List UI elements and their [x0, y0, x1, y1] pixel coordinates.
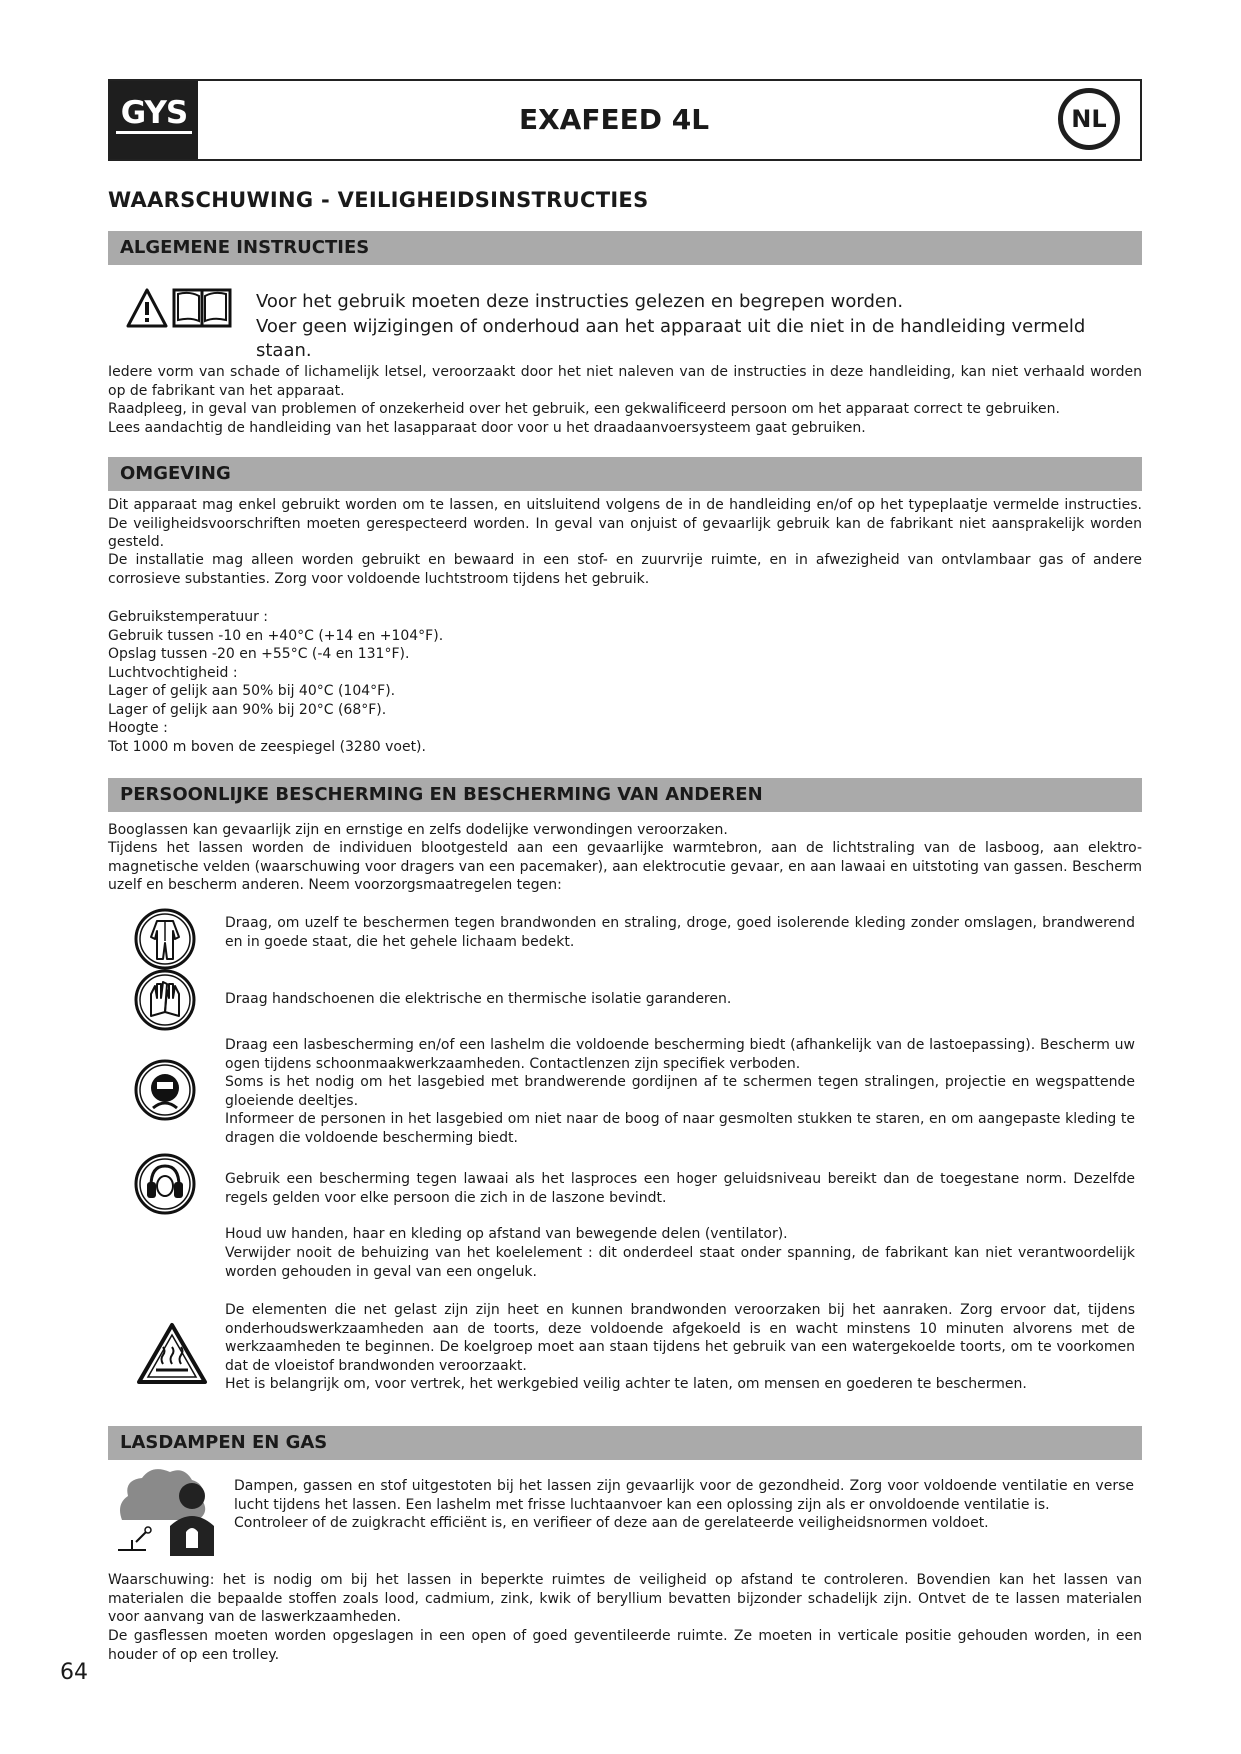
fumes-warning: Waarschuwing: het is nodig om bij het lassen in beperkte ruimtes de veiligheid op afstand te controleren. Bovendien kan het lassen van materialen die bepaalde stoffen zoals lood, cadmium, zink, kwik of beryllium bevatten bijzonder schadelijk zijn. Ontvet de te lassen materialen voor aanvang van de laswerkzaamheden.	[108, 1572, 1142, 1625]
page-title: WAARSCHUWING - VEILIGHEIDSINSTRUCTIES	[108, 188, 649, 212]
ear-protection-icon	[133, 1152, 197, 1216]
protection-intro-2: Tijdens het lassen worden de individuen blootgesteld aan een gevaarlijke warmtebron, aan de lichtstraling van de lasboog, aan elektro-magnetische velden (waarschuwing voor dragers van een pacemaker), aan elektrocutie gevaar, en aan lawaai en uitstoting van gassen. Bescherm uzelf en bescherm anderen. Neem voorzorgsmaatregelen tegen:	[108, 840, 1142, 893]
general-paragraph-1: Iedere vorm van schade of lichamelijk letsel, veroorzaakt door het niet naleven van de instructies in deze handleiding, kan niet verhaald worden op de fabrikant van het apparaat.	[108, 364, 1142, 399]
section-header-protection	[108, 778, 1142, 812]
gloves-text: Draag handschoenen die elektrische en thermische isolatie garanderen.	[225, 991, 732, 1007]
logo-text: GYS	[120, 95, 188, 131]
moving-parts-text-1: Houd uw handen, haar en kleding op afstand van bewegende delen (ventilator).	[225, 1226, 788, 1242]
clothing-text: Draag, om uzelf te beschermen tegen brandwonden en straling, droge, goed isolerende kleding zonder omslagen, brandwerend en in goede staat, die het gehele lichaam bedekt.	[225, 915, 1135, 950]
gys-logo	[110, 81, 198, 159]
spec-line: Opslag tussen -20 en +55°C (-4 en 131°F).	[108, 646, 410, 662]
section-header-general	[108, 231, 1142, 265]
protective-clothing-icon	[133, 907, 197, 971]
hot-surface-text-1: De elementen die net gelast zijn zijn heet en kunnen brandwonden veroorzaken bij het aanraken. Zorg ervoor dat, tijdens onderhoudswerkzaamheden aan de toorts, deze voldoende afgekoeld is en wacht minstens 10 minuten alvorens met de werkzaamheden te beginnen. De koelgroep moet aan staan tijdens het gebruik van een watergekoelde toorts, om te voorkomen dat de vloeistof brandwonden veroorzaakt.	[225, 1302, 1135, 1374]
spec-line: Luchtvochtigheid :	[108, 664, 238, 681]
fumes-text-1: Dampen, gassen en stof uitgestoten bij het lassen zijn gevaarlijk voor de gezondheid. Zorg voor voldoende ventilatie en verse lucht tijdens het lassen. Een lashelm met frisse luchtaanvoer kan een oplossing zijn als er onvoldoende ventilatie is.	[234, 1478, 1134, 1513]
hot-surface-icon	[136, 1322, 208, 1386]
language-badge: NL	[1058, 88, 1120, 150]
spec-line: Gebruikstemperatuur :	[108, 609, 269, 625]
face-protection-text-2: Soms is het nodig om het lasgebied met brandwerende gordijnen af te schermen tegen stralingen, projectie en wegspattende gloeiende deeltjes.	[225, 1074, 1135, 1109]
protection-intro-1: Booglassen kan gevaarlijk zijn en ernstige en zelfs dodelijke verwondingen veroorzaken.	[108, 822, 728, 838]
section-heading: LASDAMPEN EN GAS	[120, 1432, 328, 1453]
environment-paragraph-1: Dit apparaat mag enkel gebruikt worden om te lassen, en uitsluitend volgens de in de handleiding en/of op het typeplaatje vermelde instructies. De veiligheidsvoorschriften moeten gerespecteerd worden. In geval van onjuist of gevaarlijk gebruik kan de fabrikant niet aansprakelijk worden gesteld.	[108, 497, 1142, 550]
spec-line: Lager of gelijk aan 90% bij 20°C (68°F).	[108, 701, 387, 718]
document-title: EXAFEED 4L	[518, 103, 710, 136]
section-header-environment	[108, 457, 1142, 491]
spec-line: Gebruik tussen -10 en +40°C (+14 en +104°F).	[108, 627, 444, 644]
hot-surface-text-2: Het is belangrijk om, voor vertrek, het werkgebied veilig achter te laten, om mensen en goederen te beschermen.	[225, 1376, 1027, 1392]
notice-line-1: Voor het gebruik moeten deze instructies gelezen en begrepen worden.	[256, 291, 904, 312]
warning-triangle-icon	[126, 288, 168, 328]
spec-line: Lager of gelijk aan 50% bij 40°C (104°F).	[108, 683, 396, 699]
gas-cylinders-text: De gasflessen moeten worden opgeslagen in een open of goed geventileerde ruimte. Ze moeten in verticale positie gehouden worden, in een houder of op een trolley.	[108, 1628, 1142, 1663]
protective-gloves-icon	[133, 968, 197, 1032]
section-heading: OMGEVING	[120, 463, 231, 484]
general-paragraph-2: Raadpleeg, in geval van problemen of onzekerheid over het gebruik, een gekwalificeerd persoon om het apparaat correct te gebruiken.	[108, 401, 1060, 417]
fumes-text-2: Controleer of de zuigkracht efficiënt is, en verifieer of deze aan de gerelateerde veiligheidsnormen voldoet.	[234, 1515, 989, 1531]
welding-helmet-icon	[133, 1058, 197, 1122]
general-paragraph-3: Lees aandachtig de handleiding van het lasapparaat door voor u het draadaanvoersysteem gaat gebruiken.	[108, 420, 866, 436]
moving-parts-text-2: Verwijder nooit de behuizing van het koelelement : dit onderdeel staat onder spanning, de fabrikant kan niet verantwoordelijk worden gehouden in geval van een ongeluk.	[225, 1245, 1135, 1280]
logo-underline	[116, 131, 192, 134]
section-header-fumes	[108, 1426, 1142, 1460]
face-protection-text-1: Draag een lasbescherming en/of een lashelm die voldoende bescherming biedt (afhankelijk van de lastoepassing). Bescherm uw ogen tijdens schoonmaakwerkzaamheden. Contactlenzen zijn specifiek verboden.	[225, 1037, 1135, 1072]
spec-line: Tot 1000 m boven de zeespiegel (3280 voet).	[108, 738, 426, 755]
environment-paragraph-2: De installatie mag alleen worden gebruikt en bewaard in een stof- en zuurvrije ruimte, en in afwezigheid van ontvlambaar gas of andere corrosieve substanties. Zorg voor voldoende luchtstroom tijdens het gebruik.	[108, 552, 1142, 587]
noise-text: Gebruik een bescherming tegen lawaai als het lasproces een hoger geluidsniveau bereikt dan de toegestane norm. Dezelfde regels gelden voor elke persoon die zich in de laszone bevindt.	[225, 1171, 1135, 1206]
section-heading: PERSOONLIJKE BESCHERMING EN BESCHERMING VAN ANDEREN	[120, 784, 763, 805]
manual-book-icon	[172, 288, 232, 330]
notice-line-2: Voer geen wijzigingen of onderhoud aan het apparaat uit die niet in de handleiding vermeld staan.	[256, 316, 1086, 361]
face-protection-text-3: Informeer de personen in het lasgebied om niet naar de boog of naar gesmolten stukken te staren, en om aangepaste kleding te dragen die voldoende bescherming biedt.	[225, 1111, 1135, 1146]
header-box	[108, 79, 1142, 161]
section-heading: ALGEMENE INSTRUCTIES	[120, 237, 370, 258]
spec-line: Hoogte :	[108, 720, 168, 736]
page-number: 64	[60, 1660, 88, 1685]
environment-specs	[108, 608, 708, 756]
welding-fumes-icon	[112, 1462, 222, 1558]
